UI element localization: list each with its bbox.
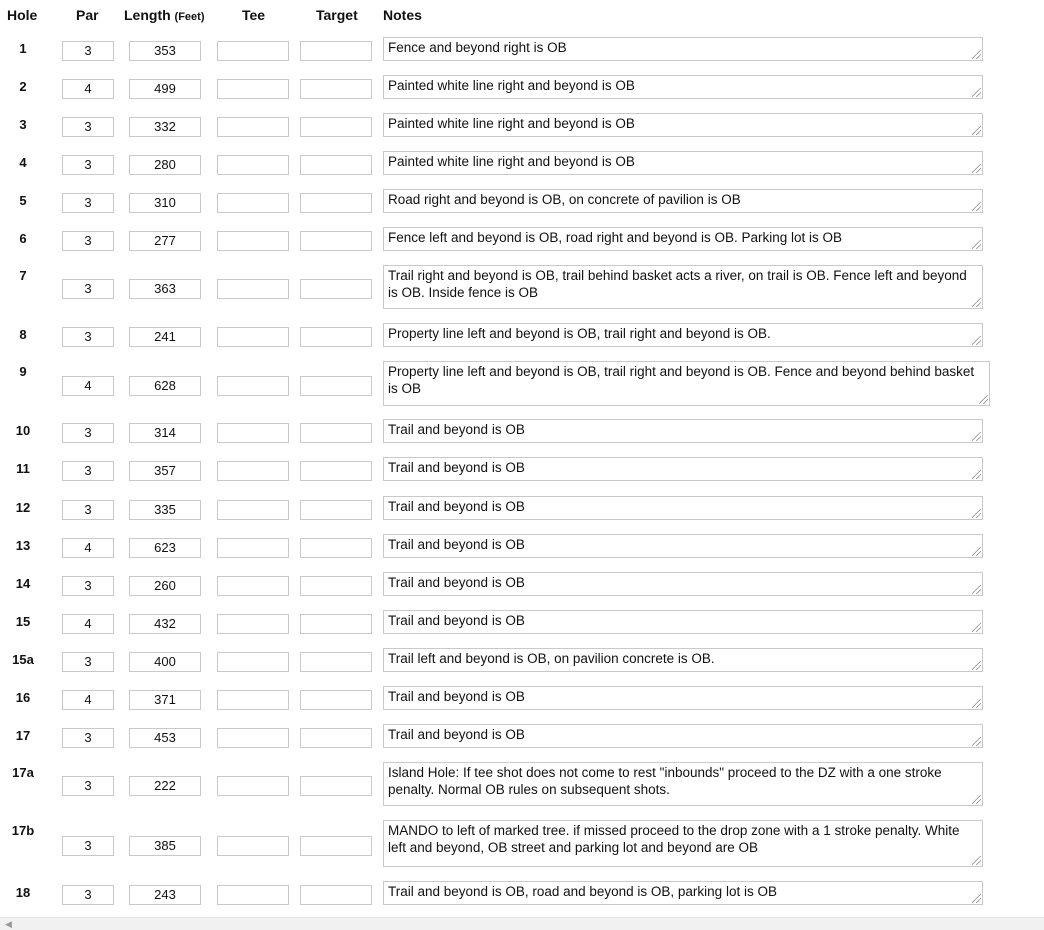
length-input[interactable]: 310 <box>129 193 201 213</box>
notes-text: Property line left and beyond is OB, trail right and beyond is OB. Fence and beyond behind basket is OB <box>388 364 975 396</box>
notes-text: Trail and beyond is OB <box>388 727 525 742</box>
horizontal-scrollbar[interactable] <box>0 917 1044 930</box>
notes-text: Trail right and beyond is OB, trail behind basket acts a river, on trail is OB. Fence left and beyond is OB. Inside fence is OB <box>388 268 967 300</box>
notes-textarea[interactable] <box>383 151 983 175</box>
notes-textarea[interactable] <box>383 762 983 806</box>
notes-text: Trail and beyond is OB <box>388 537 525 552</box>
table-row <box>0 496 1044 520</box>
par-input[interactable]: 3 <box>62 728 114 748</box>
par-input[interactable]: 3 <box>62 652 114 672</box>
length-input[interactable]: 371 <box>129 690 201 710</box>
tee-input[interactable] <box>217 41 289 61</box>
notes-text: Road right and beyond is OB, on concrete of pavilion is OB <box>388 192 741 207</box>
table-row <box>0 75 1044 99</box>
target-input[interactable] <box>300 41 372 61</box>
notes-textarea[interactable] <box>383 323 983 347</box>
resize-grip-icon[interactable] <box>972 240 981 249</box>
header-length <box>124 7 205 23</box>
par-input[interactable]: 3 <box>62 155 114 175</box>
target-input[interactable] <box>300 327 372 347</box>
header-notes: Notes <box>383 7 422 23</box>
length-input[interactable]: 628 <box>129 376 201 396</box>
par-input[interactable]: 3 <box>62 193 114 213</box>
notes-textarea[interactable] <box>383 227 983 251</box>
resize-grip-icon[interactable] <box>972 298 981 307</box>
length-input[interactable]: 453 <box>129 728 201 748</box>
target-input[interactable] <box>300 376 372 396</box>
notes-text: Fence and beyond right is OB <box>388 40 567 55</box>
notes-text: Trail and beyond is OB <box>388 499 525 514</box>
hole-number: 2 <box>19 79 27 94</box>
par-input[interactable]: 3 <box>62 41 114 61</box>
target-input[interactable] <box>300 728 372 748</box>
notes-text: Painted white line right and beyond is OB <box>388 154 635 169</box>
notes-text: MANDO to left of marked tree. if missed proceed to the drop zone with a 1 stroke penalty. White left and beyond, OB street and parking lot and beyond are OB <box>388 823 960 855</box>
target-input[interactable] <box>300 231 372 251</box>
tee-input[interactable] <box>217 231 289 251</box>
notes-textarea[interactable] <box>383 457 983 481</box>
notes-text: Trail and beyond is OB <box>388 422 525 437</box>
notes-text: Trail and beyond is OB <box>388 613 525 628</box>
tee-input[interactable] <box>217 327 289 347</box>
notes-textarea[interactable] <box>383 648 983 672</box>
resize-grip-icon[interactable] <box>972 126 981 135</box>
tee-input[interactable] <box>217 155 289 175</box>
scroll-left-icon[interactable]: ◀ <box>5 919 12 929</box>
par-input[interactable]: 4 <box>62 538 114 558</box>
table-row <box>0 37 1044 61</box>
par-input[interactable]: 3 <box>62 423 114 443</box>
length-input[interactable]: 332 <box>129 117 201 137</box>
par-input[interactable]: 4 <box>62 614 114 634</box>
target-input[interactable] <box>300 79 372 99</box>
table-row <box>0 457 1044 481</box>
tee-input[interactable] <box>217 461 289 481</box>
length-input[interactable]: 277 <box>129 231 201 251</box>
length-input[interactable]: 623 <box>129 538 201 558</box>
target-input[interactable] <box>300 885 372 905</box>
target-input[interactable] <box>300 776 372 796</box>
notes-text: Fence left and beyond is OB, road right and beyond is OB. Parking lot is OB <box>388 230 842 245</box>
hole-number: 3 <box>19 117 27 132</box>
hole-number: 16 <box>15 690 31 705</box>
target-input[interactable] <box>300 836 372 856</box>
resize-grip-icon[interactable] <box>972 623 981 632</box>
hole-number: 9 <box>19 364 27 379</box>
notes-text: Island Hole: If tee shot does not come to rest "inbounds" proceed to the DZ with a one stroke penalty. Normal OB rules on subsequent shots. <box>388 765 942 797</box>
resize-grip-icon[interactable] <box>972 164 981 173</box>
resize-grip-icon[interactable] <box>972 856 981 865</box>
notes-textarea[interactable] <box>383 361 990 406</box>
par-input[interactable]: 3 <box>62 836 114 856</box>
resize-grip-icon[interactable] <box>972 699 981 708</box>
notes-textarea[interactable] <box>383 881 983 905</box>
target-input[interactable] <box>300 652 372 672</box>
header-target: Target <box>316 7 358 23</box>
notes-textarea[interactable] <box>383 419 983 443</box>
tee-input[interactable] <box>217 836 289 856</box>
notes-text: Painted white line right and beyond is OB <box>388 78 635 93</box>
hole-number: 10 <box>15 423 31 438</box>
target-input[interactable] <box>300 500 372 520</box>
notes-textarea[interactable] <box>383 37 983 61</box>
length-input[interactable]: 357 <box>129 461 201 481</box>
notes-text: Trail and beyond is OB, road and beyond is OB, parking lot is OB <box>388 884 777 899</box>
par-input[interactable]: 3 <box>62 500 114 520</box>
hole-number: 11 <box>16 461 30 476</box>
table-row <box>0 572 1044 596</box>
table-row <box>0 762 1044 806</box>
par-input[interactable]: 3 <box>62 117 114 137</box>
target-input[interactable] <box>300 117 372 137</box>
tee-input[interactable] <box>217 193 289 213</box>
notes-textarea[interactable] <box>383 113 983 137</box>
table-row <box>0 820 1044 867</box>
hole-number: 17a <box>12 765 34 780</box>
hole-number: 1 <box>19 41 27 56</box>
resize-grip-icon[interactable] <box>972 737 981 746</box>
length-input[interactable]: 222 <box>129 776 201 796</box>
resize-grip-icon[interactable] <box>972 432 981 441</box>
notes-textarea[interactable] <box>383 572 983 596</box>
tee-input[interactable] <box>217 652 289 672</box>
target-input[interactable] <box>300 423 372 443</box>
table-row <box>0 610 1044 634</box>
notes-text: Property line left and beyond is OB, trail right and beyond is OB. <box>388 326 771 341</box>
par-input[interactable]: 3 <box>62 279 114 299</box>
hole-number: 6 <box>19 231 27 246</box>
notes-text: Painted white line right and beyond is OB <box>388 116 635 131</box>
notes-textarea[interactable] <box>383 265 983 309</box>
target-input[interactable] <box>300 538 372 558</box>
target-input[interactable] <box>300 461 372 481</box>
resize-grip-icon[interactable] <box>972 336 981 345</box>
table-row <box>0 189 1044 213</box>
tee-input[interactable] <box>217 885 289 905</box>
resize-grip-icon[interactable] <box>972 470 981 479</box>
length-input[interactable]: 314 <box>129 423 201 443</box>
header-tee: Tee <box>242 7 266 23</box>
par-input[interactable]: 3 <box>62 776 114 796</box>
resize-grip-icon[interactable] <box>972 795 981 804</box>
target-input[interactable] <box>300 279 372 299</box>
notes-textarea[interactable] <box>383 724 983 748</box>
hole-number: 18 <box>15 885 31 900</box>
hole-number: 14 <box>15 576 31 591</box>
table-row <box>0 686 1044 710</box>
hole-number: 8 <box>19 327 27 342</box>
table-row <box>0 227 1044 251</box>
hole-number: 4 <box>19 155 27 170</box>
hole-number: 15 <box>15 614 31 629</box>
resize-grip-icon[interactable] <box>972 894 981 903</box>
par-input[interactable]: 3 <box>62 231 114 251</box>
length-input[interactable]: 385 <box>129 836 201 856</box>
table-row <box>0 323 1044 347</box>
target-input[interactable] <box>300 576 372 596</box>
notes-textarea[interactable] <box>383 820 983 867</box>
hole-number: 15a <box>12 652 34 667</box>
resize-grip-icon[interactable] <box>972 50 981 59</box>
length-input[interactable]: 499 <box>129 79 201 99</box>
par-input[interactable]: 4 <box>62 79 114 99</box>
notes-textarea[interactable] <box>383 534 983 558</box>
tee-input[interactable] <box>217 690 289 710</box>
resize-grip-icon[interactable] <box>972 509 981 518</box>
notes-textarea[interactable] <box>383 496 983 520</box>
notes-textarea[interactable] <box>383 75 983 99</box>
par-input[interactable]: 3 <box>62 576 114 596</box>
resize-grip-icon[interactable] <box>972 88 981 97</box>
hole-number: 17 <box>15 728 31 743</box>
target-input[interactable] <box>300 690 372 710</box>
notes-textarea[interactable] <box>383 686 983 710</box>
notes-text: Trail and beyond is OB <box>388 460 525 475</box>
tee-input[interactable] <box>217 576 289 596</box>
header-hole: Hole <box>7 7 38 23</box>
length-input[interactable]: 280 <box>129 155 201 175</box>
header-length-label: Length <box>124 7 171 23</box>
tee-input[interactable] <box>217 117 289 137</box>
table-row <box>0 534 1044 558</box>
resize-grip-icon[interactable] <box>979 395 988 404</box>
hole-number: 13 <box>15 538 31 553</box>
table-row <box>0 113 1044 137</box>
tee-input[interactable] <box>217 79 289 99</box>
target-input[interactable] <box>300 155 372 175</box>
par-input[interactable]: 3 <box>62 461 114 481</box>
resize-grip-icon[interactable] <box>972 661 981 670</box>
tee-input[interactable] <box>217 614 289 634</box>
par-input[interactable]: 3 <box>62 327 114 347</box>
tee-input[interactable] <box>217 376 289 396</box>
length-input[interactable]: 353 <box>129 41 201 61</box>
table-row <box>0 151 1044 175</box>
tee-input[interactable] <box>217 776 289 796</box>
table-row <box>0 361 1044 406</box>
table-row <box>0 265 1044 309</box>
resize-grip-icon[interactable] <box>972 202 981 211</box>
notes-text: Trail and beyond is OB <box>388 689 525 704</box>
target-input[interactable] <box>300 193 372 213</box>
length-input[interactable]: 241 <box>129 327 201 347</box>
table-row <box>0 724 1044 748</box>
length-input[interactable]: 400 <box>129 652 201 672</box>
resize-grip-icon[interactable] <box>972 585 981 594</box>
tee-input[interactable] <box>217 423 289 443</box>
length-input[interactable]: 363 <box>129 279 201 299</box>
table-row <box>0 648 1044 672</box>
table-row <box>0 881 1044 905</box>
resize-grip-icon[interactable] <box>972 547 981 556</box>
tee-input[interactable] <box>217 538 289 558</box>
notes-text: Trail and beyond is OB <box>388 575 525 590</box>
length-input[interactable]: 335 <box>129 500 201 520</box>
par-input[interactable]: 4 <box>62 376 114 396</box>
header-length-unit: (Feet) <box>174 11 205 23</box>
hole-number: 17b <box>11 823 35 838</box>
tee-input[interactable] <box>217 728 289 748</box>
tee-input[interactable] <box>217 500 289 520</box>
notes-textarea[interactable] <box>383 610 983 634</box>
hole-number: 5 <box>19 193 27 208</box>
length-input[interactable]: 432 <box>129 614 201 634</box>
header-par: Par <box>76 7 99 23</box>
notes-textarea[interactable] <box>383 189 983 213</box>
length-input[interactable]: 260 <box>129 576 201 596</box>
hole-number: 12 <box>15 500 31 515</box>
par-input[interactable]: 4 <box>62 690 114 710</box>
target-input[interactable] <box>300 614 372 634</box>
notes-text: Trail left and beyond is OB, on pavilion concrete is OB. <box>388 651 715 666</box>
tee-input[interactable] <box>217 279 289 299</box>
hole-number: 7 <box>19 268 27 283</box>
length-input[interactable]: 243 <box>129 885 201 905</box>
par-input[interactable]: 3 <box>62 885 114 905</box>
table-row <box>0 419 1044 443</box>
